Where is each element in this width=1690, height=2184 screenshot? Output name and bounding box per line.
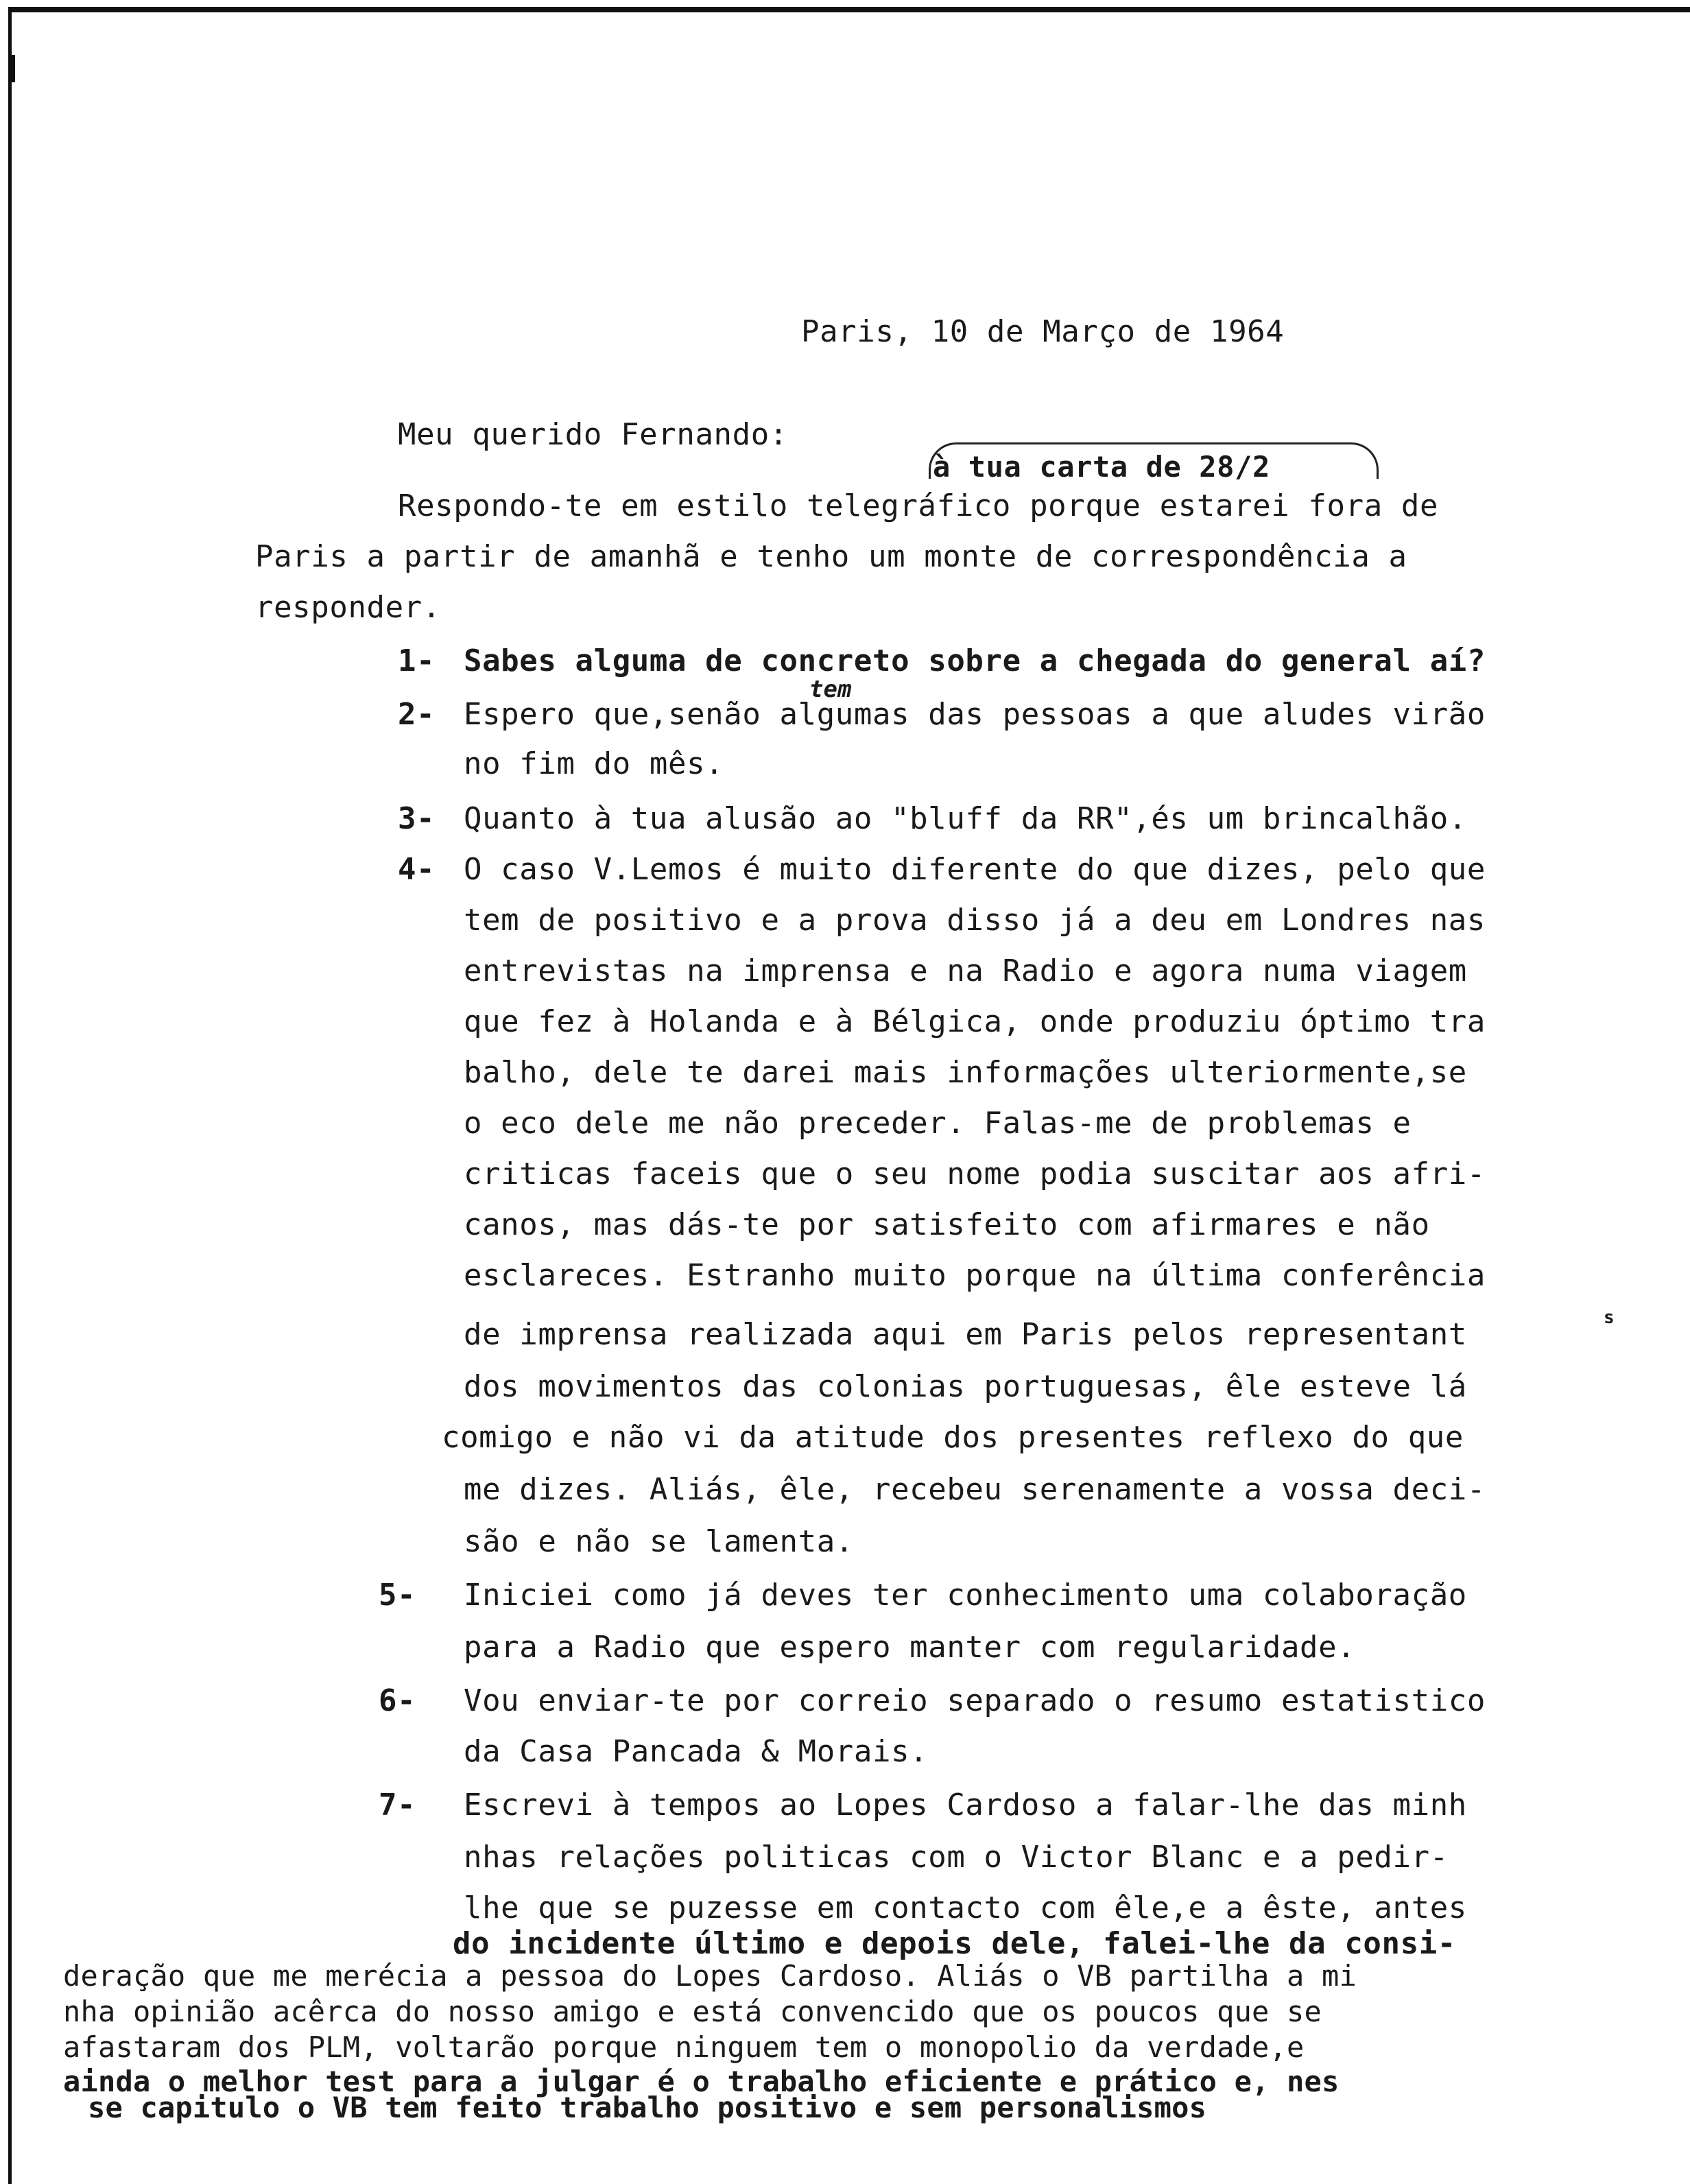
item-5-number: 5- [379,1578,416,1613]
item-4-line-12: comigo e não vi da atitude dos presentes reflexo do que [442,1420,1464,1455]
continuation-line-1: deração que me merécia a pessoa do Lopes Cardoso. Aliás o VB partilha a mi [63,1959,1357,1993]
item-4-line-7: criticas faceis que o seu nome podia suscitar aos afri- [464,1156,1486,1191]
item-4-line-5: balho, dele te darei mais informações ulteriormente,se [464,1055,1467,1090]
item-1-number: 1- [398,643,436,678]
item-6-number: 6- [379,1683,416,1718]
intro-line-3: responder. [255,590,441,625]
item-4-line-1: O caso V.Lemos é muito diferente do que dizes, pelo que [464,852,1486,887]
item-4-line-13: me dizes. Aliás, êle, recebeu serenamente a vossa deci- [464,1472,1486,1507]
item-1-line: Sabes alguma de concreto sobre a chegada do general aí? [464,643,1486,678]
item-7-line-3: lhe que se puzesse em contacto com êle,e a êste, antes [464,1890,1467,1925]
caret-insert: tem [809,676,852,703]
handwritten-insertion: à tua carta de 28/2 [933,450,1270,484]
item-4-line-2: tem de positivo e a prova disso já a deu em Londres nas [464,903,1486,938]
item-5-line-2: para a Radio que espero manter com regularidade. [464,1630,1356,1665]
continuation-line-5: se capitulo o VB tem feito trabalho positivo e sem personalismos [88,2091,1207,2124]
item-4-line-6: o eco dele me não preceder. Falas-me de problemas e [464,1106,1412,1141]
intro-line-2: Paris a partir de amanhã e tenho um monte de correspondência a [255,539,1407,574]
page-edge-notch [12,55,15,82]
item-4-line-4: que fez à Holanda e à Bélgica, onde produziu óptimo tra [464,1004,1486,1039]
page-edge-left [8,7,12,2184]
item-7-line-4: do incidente último e depois dele, falei-lhe da consi- [453,1926,1456,1961]
item-4-line-11: dos movimentos das colonias portuguesas, êle esteve lá [464,1369,1467,1404]
item-2-line-2: no fim do mês. [464,746,724,781]
item-2-number: 2- [398,697,436,732]
salutation: Meu querido Fernando: [398,417,788,452]
item-4-line-14: são e não se lamenta. [464,1524,854,1559]
item-4-line-9: esclareces. Estranho muito porque na última conferência [464,1258,1486,1293]
continuation-line-2: nha opinião acêrca do nosso amigo e está convencido que os poucos que se [63,1995,1322,2028]
overtype-mark: s [1604,1307,1615,1328]
item-4-line-8: canos, mas dás-te por satisfeito com afirmares e não [464,1207,1430,1242]
item-7-line-1: Escrevi à tempos ao Lopes Cardoso a falar-lhe das minh [464,1788,1467,1823]
item-4-line-10: de imprensa realizada aqui em Paris pelos representant [464,1317,1467,1352]
intro-line-1: Respondo-te em estilo telegráfico porque estarei fora de [398,488,1439,523]
item-4-number: 4- [398,852,436,887]
item-3-line: Quanto à tua alusão ao "bluff da RR",és um brincalhão. [464,801,1467,836]
item-2-line-1: Espero que,senão algumas das pessoas a que aludes virão [464,697,1486,732]
item-3-number: 3- [398,801,436,836]
item-6-line-2: da Casa Pancada & Morais. [464,1734,929,1769]
item-4-line-3: entrevistas na imprensa e na Radio e agora numa viagem [464,953,1467,988]
page-edge-top [8,7,1690,12]
item-6-line-1: Vou enviar-te por correio separado o resumo estatistico [464,1683,1486,1718]
date-line: Paris, 10 de Março de 1964 [801,314,1285,349]
continuation-line-4: ainda o melhor test para a julgar é o trabalho eficiente e prático e, nes [63,2065,1340,2098]
item-5-line-1: Iniciei como já deves ter conhecimento uma colaboração [464,1578,1467,1613]
item-7-number: 7- [379,1788,416,1823]
item-7-line-2: nhas relações politicas com o Victor Blanc e a pedir- [464,1840,1449,1875]
continuation-line-3: afastaram dos PLM, voltarão porque ninguem tem o monopolio da verdade,e [63,2030,1305,2064]
